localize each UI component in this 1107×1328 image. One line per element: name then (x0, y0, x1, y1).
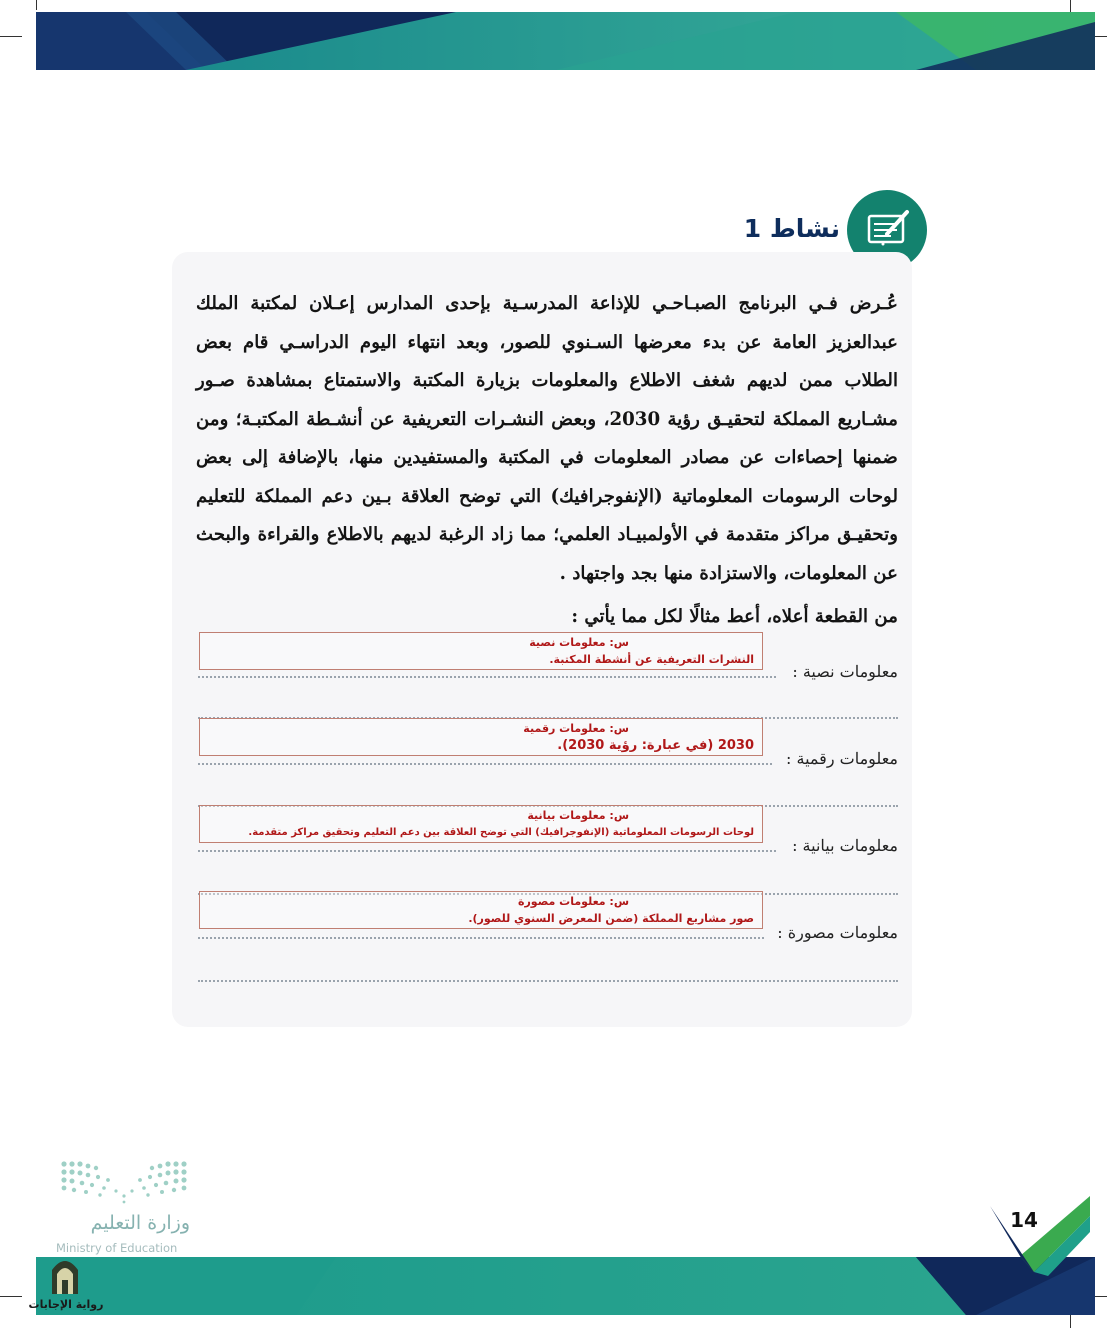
answer-line (198, 850, 776, 852)
answer-line (198, 676, 776, 678)
watermark-text: رواية الإجابات (28, 1298, 104, 1311)
header-band (36, 12, 1095, 70)
answer-box-image-info[interactable] (199, 891, 763, 929)
answer-question: س: معلومات رقمية (523, 722, 629, 735)
activity-instruction: من القطعة أعلاه، أعط مثالًا لكل مما يأتي : (571, 606, 898, 627)
row-label-image-info: معلومات مصورة : (777, 923, 898, 942)
crop-mark (0, 1296, 22, 1297)
row-label-chart-info: معلومات بيانية : (792, 836, 898, 855)
answer-question: س: معلومات نصية (529, 636, 629, 649)
answer-text: النشرات التعريفية عن أنشطة المكتبة. (549, 653, 754, 666)
answer-text: صور مشاريع المملكة (ضمن المعرض السنوي للصور). (468, 912, 754, 925)
crop-mark (0, 36, 22, 37)
answer-box-text-info[interactable] (199, 632, 763, 670)
crop-mark (36, 0, 37, 10)
reading-paragraph: عُـرض فـي البرنامج الصبـاحـي للإذاعة المدرسـية بإحدى المدارس إعـلان لمكتبة الملك عبدالعزيز العامة عن بدء معرضها السـنوي للصور، وبعد انتهاء اليوم الدراسـي قام بعض الطلاب ممن لديهم شغف الاطلاع والمعلومات بزيارة المكتبة والاستمتاع بمشاهدة صـور مشـاريع المملكة لتحقيـق رؤية 2030، وبعض النشـرات التعريفية عن أنشـطة المكتبـة؛ ومن ضمنها إحصاءات عن مصادر المعلومات في المكتبة والمستفيدين منها، بالإضافة إلى بعض لوحات الرسومات المعلوماتية (الإنفوجرافيك) التي توضح العلاقة بـين دعم المملكة للتعليم وتحقيـق مراكز متقدمة في الأولمبيـاد العلمي؛ مما زاد الرغبة لديهم بالاطلاع والقراءة والبحث عن المعلومات، والاستزادة منها بجد واجتهاد . (196, 293, 898, 584)
answer-text: 2030 (في عبارة: رؤية 2030). (557, 738, 754, 753)
footer-band (36, 1257, 1095, 1315)
answer-box-chart-info[interactable] (199, 805, 763, 843)
answer-line (198, 763, 772, 765)
page-number: 14 (1010, 1208, 1038, 1232)
answer-question: س: معلومات بيانية (527, 809, 629, 822)
ministry-name-arabic: وزارة التعليم (90, 1212, 190, 1234)
answer-line (198, 980, 898, 982)
row-label-numeric-info: معلومات رقمية : (786, 749, 898, 768)
answer-question: س: معلومات مصورة (517, 895, 629, 908)
ministry-of-education-logo (58, 1158, 190, 1204)
answer-line (198, 937, 764, 939)
ministry-name-english: Ministry of Education (56, 1241, 178, 1255)
answer-text: لوحات الرسومات المعلوماتية (الإنفوجرافيك) التي توضح العلاقة بين دعم التعليم وتحقيق مراكز متقدمة. (248, 827, 754, 838)
answer-box-numeric-info[interactable] (199, 718, 763, 756)
activity-title: نشاط 1 (743, 214, 840, 243)
watermark-mosque-icon (44, 1252, 86, 1296)
row-label-text-info: معلومات نصية : (792, 662, 898, 681)
